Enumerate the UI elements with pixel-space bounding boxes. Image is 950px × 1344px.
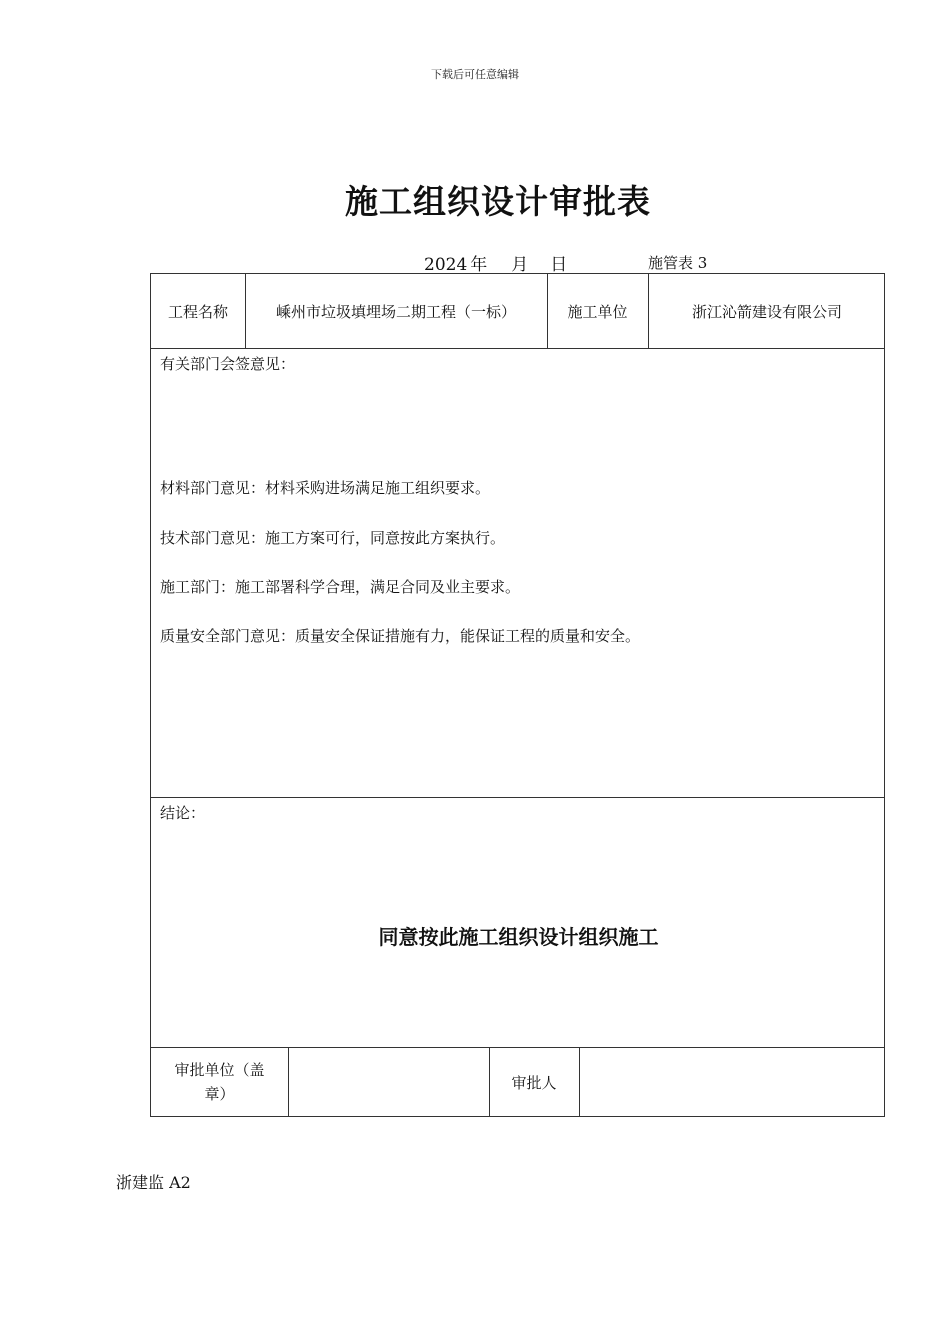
material-dept-opinion: 材料部门意见：材料采购进场满足施工组织要求。 [160,479,491,497]
approval-unit-label [151,1047,288,1117]
divider [151,797,884,798]
approval-unit-label-line2: 章） [204,1085,235,1103]
page-title: 施工组织设计审批表 [345,182,651,221]
technical-dept-opinion: 技术部门意见：施工方案可行，同意按此方案执行。 [160,529,506,547]
construction-dept-opinion: 施工部门：施工部署科学合理，满足合同及业主要求。 [160,578,521,596]
form-number: 施管表 3 [648,254,708,272]
header-note: 下载后可任意编辑 [431,68,519,81]
footer-form-code: 浙建监 A2 [116,1173,191,1192]
opinions-heading: 有关部门会签意见： [160,355,296,373]
quality-safety-dept-opinion: 质量安全部门意见：质量安全保证措施有力，能保证工程的质量和安全。 [160,627,641,645]
conclusion-label: 结论： [160,804,206,822]
date-year-unit: 年 [470,255,488,275]
approval-unit-value [288,1047,489,1117]
project-name-value: 嵊州市垃圾填埋场二期工程（一标） [275,302,516,321]
approver-value [579,1047,886,1117]
approval-form-table [150,273,885,1117]
date-day-unit: 日 [550,255,568,275]
approval-unit-label-line1: 审批单位（盖 [174,1061,265,1079]
project-name-label: 工程名称 [167,302,228,321]
approver-label: 审批人 [511,1073,557,1092]
conclusion-text: 同意按此施工组织设计组织施工 [378,924,659,949]
construction-unit-value: 浙江沁箭建设有限公司 [691,302,842,321]
date-month-unit: 月 [511,255,529,275]
date-year: 2024 [424,255,468,275]
date-line [424,250,567,275]
construction-unit-label: 施工单位 [567,302,628,321]
divider [151,348,884,349]
